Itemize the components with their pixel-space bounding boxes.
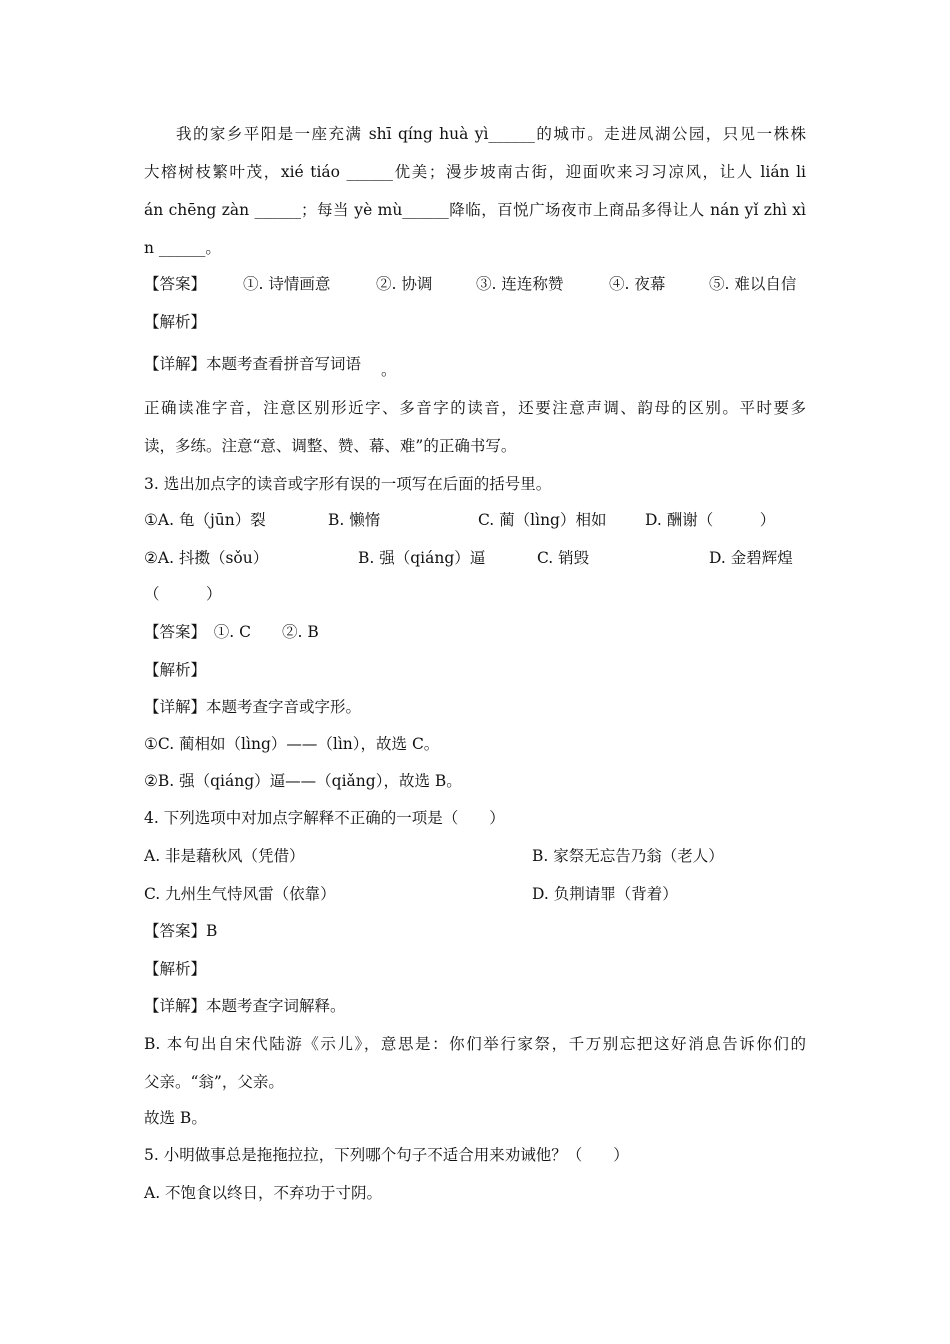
analysis-body-2: 读，多练。注意“意、调整、赞、幕、难”的正确书写。 [144,437,517,455]
answer-item-4: ④. 夜幕 [609,275,666,293]
q3-note-1: ①C. 蔺相如（lìng）——（lìn），故选 C。 [144,735,440,753]
passage-line-3: án chēng zàn ______；每当 yè mù______降临，百悦广场夜市上商品多得让人 nán yǐ zhì xì [144,201,806,219]
q4-body-1: B. 本句出自宋代陆游《示儿》，意思是：你们举行家祭，千万别忘把这好消息告诉你们的 [144,1035,806,1053]
passage-line-4: n ______。 [144,239,221,257]
q3-note-2: ②B. 强（qiáng）逼——（qiǎng），故选 B。 [144,772,462,790]
q3-detail: 【详解】本题考查字音或字形。 [144,698,362,716]
q3-row1-b: B. 懒惰 [328,511,381,529]
answer-item-2: ②. 协调 [376,275,433,293]
q3-row2-paren: （ ） [144,585,222,603]
q3-row2-c: C. 销毁 [537,549,590,567]
passage-line-1: 我的家乡平阳是一座充满 shī qíng huà yì______的城市。走进凤湖公园，只见一株株 [176,125,806,143]
q3-row1-c: C. 蔺（lìng）相如 [478,511,607,529]
answer-item-5: ⑤. 难以自信 [709,275,797,293]
q4-option-b: B. 家祭无忘告乃翁（老人） [532,847,724,865]
q5-stem: 5. 小明做事总是拖拖拉拉，下列哪个句子不适合用来劝诫他？（ ） [144,1146,629,1164]
q4-conclusion: 故选 B。 [144,1109,207,1127]
q3-row2-b: B. 强（qiáng）逼 [358,549,486,567]
q3-analysis-label: 【解析】 [144,661,207,679]
q3-row1-a: ①A. 龟（jūn）裂 [144,511,266,529]
passage-line-2: 大榕树枝繁叶茂，xié tiáo ______优美；漫步坡南古街，迎面吹来习习凉风，让人 lián li [144,163,806,181]
q3-answer: 【答案】 ①. C ②. B [144,623,319,641]
q3-row1-d: D. 酬谢（ ） [645,511,776,529]
answer-label: 【答案】 [144,275,207,293]
answer-item-1: ①. 诗情画意 [243,275,331,293]
q4-option-c: C. 九州生气恃风雷（依靠） [144,885,336,903]
q3-row2-a: ②A. 抖擞（sǒu） [144,549,269,567]
detail-line: 【详解】本题考查看拼音写词语 [144,355,362,373]
q3-stem: 3. 选出加点字的读音或字形有误的一项写在后面的括号里。 [144,475,552,493]
q4-stem: 4. 下列选项中对加点字解释不正确的一项是（ ） [144,809,505,827]
analysis-body-1: 正确读准字音，注意区别形近字、多音字的读音，还要注意声调、韵母的区别。平时要多 [144,399,806,417]
q5-option-a: A. 不饱食以终日，不弃功于寸阴。 [144,1184,383,1202]
detail-mark: 。 [381,361,397,379]
q4-option-a: A. 非是藉秋风（凭借） [144,847,305,865]
q4-analysis-label: 【解析】 [144,960,207,978]
analysis-label: 【解析】 [144,313,207,331]
q4-option-d: D. 负荆请罪（背着） [532,885,678,903]
answer-item-3: ③. 连连称赞 [476,275,564,293]
q4-answer: 【答案】B [144,922,218,940]
q3-row2-d: D. 金碧辉煌 [709,549,793,567]
q4-body-2: 父亲。“翁”，父亲。 [144,1073,284,1091]
q4-detail: 【详解】本题考查字词解释。 [144,997,346,1015]
